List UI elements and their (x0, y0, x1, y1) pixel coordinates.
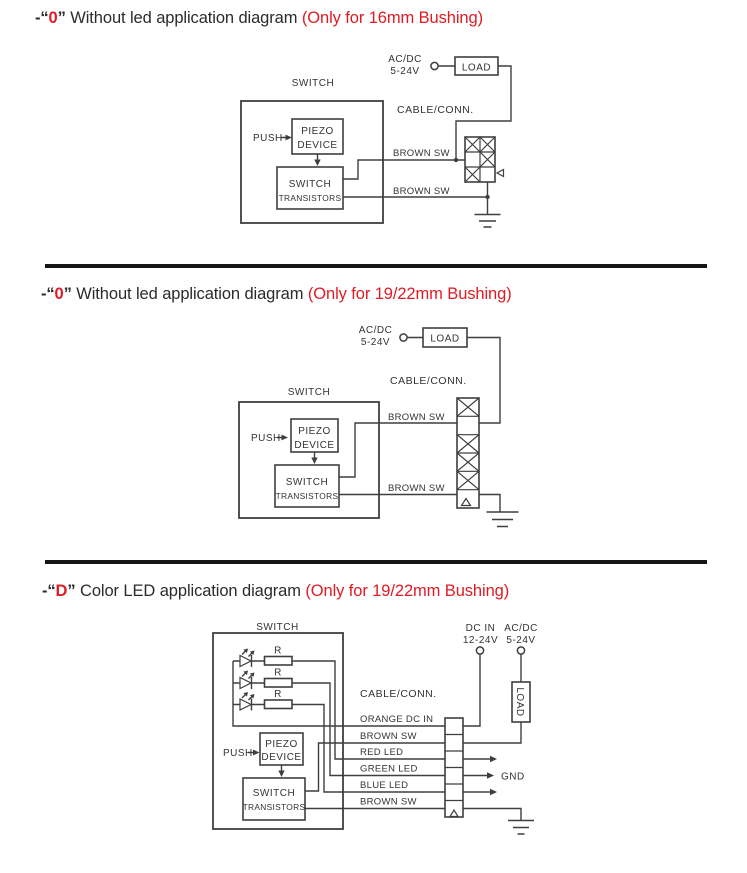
down-arrow-icon (311, 458, 317, 465)
piezo-label-line1: PIEZO (298, 426, 331, 437)
supply-terminal-circle (431, 62, 438, 69)
switch-transistors-box (243, 778, 305, 820)
wire-label-green-led: GREEN LED (360, 763, 418, 775)
led-triangle-icon (240, 656, 251, 667)
diagram-2-without-led-19-22mm (239, 325, 519, 527)
resistor-box (265, 679, 293, 688)
push-label: PUSH (253, 133, 283, 144)
switch-label: SWITCH (256, 622, 299, 633)
heading-code: 0 (54, 285, 64, 303)
cable-conn-label: CABLE/CONN. (360, 688, 437, 700)
load-label: LOAD (514, 687, 525, 717)
heading-close-quote: ” (63, 285, 77, 303)
heading-note: (Only for 16mm Bushing) (301, 9, 483, 27)
transistors-label-line2: TRANSISTORS (275, 491, 339, 501)
heading-body: Without led application diagram (76, 285, 308, 303)
heading-close-quote: ” (67, 582, 81, 600)
transistors-label-line2: TRANSISTORS (278, 193, 342, 203)
gnd-label: GND (501, 771, 525, 783)
led-wires (233, 650, 265, 668)
switch-label: SWITCH (291, 78, 335, 89)
led-blue (233, 689, 292, 711)
supply-terminal-circle (400, 334, 407, 341)
heading-prefix: -“ (41, 285, 55, 303)
supply-label-line2: 5-24V (390, 66, 420, 77)
resistor-label: R (274, 645, 282, 657)
transistors-label-line2: TRANSISTORS (242, 802, 306, 812)
led-red (233, 646, 292, 668)
push-arrow-icon (282, 435, 289, 441)
piezo-label-line2: DEVICE (261, 752, 302, 763)
load-label: LOAD (461, 62, 492, 74)
transistors-label-line1: SWITCH (252, 788, 296, 799)
push-label: PUSH (223, 748, 253, 759)
led-triangle-icon (240, 678, 251, 689)
transistors-label-line1: SWITCH (288, 179, 332, 190)
heading-code: 0 (48, 9, 58, 27)
ground-icon (487, 512, 519, 527)
cable-connector-block (445, 718, 463, 817)
down-arrow-icon (314, 160, 320, 167)
cable-conn-label: CABLE/CONN. (390, 375, 467, 387)
down-arrow-icon (278, 771, 284, 778)
heading-prefix: -“ (42, 582, 56, 600)
brown-sw-bottom-label: BROWN SW (393, 186, 450, 197)
dc-in-label-line2: 12-24V (462, 635, 499, 646)
brown-sw-top-label: BROWN SW (393, 148, 450, 159)
polarity-marker-icon (497, 170, 504, 177)
wire-label-brown-sw: BROWN SW (360, 731, 417, 742)
resistor-box (265, 700, 293, 709)
supply-label-line2: 5-24V (360, 337, 391, 348)
dc-in-label-line1: DC IN (465, 623, 496, 634)
supply-label-line1: AC/DC (358, 325, 393, 336)
diagram-3-color-led-19-22mm (213, 622, 538, 834)
brown-sw-top-label: BROWN SW (388, 412, 445, 423)
right-arrow-icon (487, 772, 494, 778)
heading-prefix: -“ (35, 9, 49, 27)
push-arrow-icon (286, 135, 293, 141)
supply-terminal-circle (517, 647, 524, 654)
dc-in-terminal-circle (476, 647, 483, 654)
resistor-label: R (274, 667, 282, 679)
wire-label-brown-sw-2: BROWN SW (360, 796, 417, 808)
cable-conn-label: CABLE/CONN. (397, 104, 474, 116)
led-wires (233, 693, 265, 711)
led-triangle-icon (240, 699, 251, 710)
heading-code: D (55, 582, 68, 600)
piezo-label-line2: DEVICE (297, 140, 338, 151)
resistor-box (265, 657, 293, 666)
piezo-label-line2: DEVICE (294, 440, 335, 451)
ground-icon (475, 215, 501, 228)
junction-dot (485, 195, 489, 199)
right-arrow-icon (490, 789, 497, 795)
wires-right (463, 654, 521, 821)
ground-icon (508, 821, 534, 835)
resistor-label: R (274, 689, 282, 700)
supply-label-line1: AC/DC (504, 623, 538, 634)
brown-sw-bottom-label: BROWN SW (388, 483, 445, 494)
led-wires (233, 672, 265, 690)
heading-body: Without led application diagram (70, 9, 302, 27)
supply-label-line2: 5-24V (506, 635, 536, 646)
wire-label-blue-led: BLUE LED (360, 780, 409, 791)
cable-connector-block (457, 398, 479, 508)
junction-dot (454, 158, 458, 162)
wire-label-red-led: RED LED (360, 747, 404, 758)
piezo-label-line1: PIEZO (301, 126, 334, 137)
load-label: LOAD (430, 333, 460, 345)
heading-note: (Only for 19/22mm Bushing) (305, 582, 510, 600)
led-green (233, 668, 292, 690)
cable-connector-block (465, 137, 504, 182)
push-arrow-icon (253, 750, 260, 756)
heading-close-quote: ” (57, 9, 71, 27)
heading-body: Color LED application diagram (80, 582, 306, 600)
wire-label-orange-dc-in: ORANGE DC IN (360, 714, 434, 725)
transistors-label-line1: SWITCH (285, 477, 329, 488)
piezo-label-line1: PIEZO (265, 739, 298, 750)
supply-label-line1: AC/DC (388, 54, 422, 65)
push-label: PUSH (251, 433, 281, 444)
diagram-1-without-led-16mm (241, 54, 511, 227)
right-arrow-icon (490, 756, 497, 762)
switch-label: SWITCH (287, 387, 331, 398)
heading-note: (Only for 19/22mm Bushing) (307, 285, 512, 303)
